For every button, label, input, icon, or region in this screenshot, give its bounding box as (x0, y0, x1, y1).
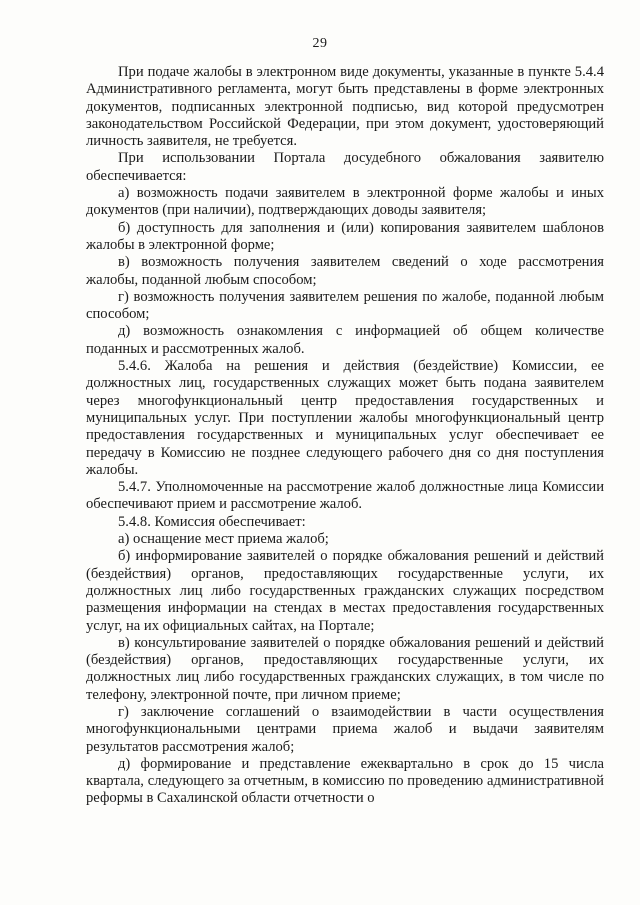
list-item-g: г) возможность получения заявителем решения по жалобе, поданной любым способом; (86, 288, 604, 323)
list-item-d: д) возможность ознакомления с информацией об общем количестве поданных и рассмотренных жалоб. (86, 323, 604, 357)
section-5-4-7: 5.4.7. Уполномоченные на рассмотрение жалоб должностные лица Комиссии обеспечивают прием и рассмотрение жалоб. (86, 479, 604, 513)
section-5-4-8-item-b: б) информирование заявителей о порядке обжалования решений и действий (бездействия) органов, предоставляющих государственные услуги, их должностных лиц либо государственных гражданских служащих посредством размещения информации на стендах в местах предоставления государственных услуг, на их официальных сайтах, на Портале; (86, 548, 604, 634)
list-item-b: б) доступность для заполнения и (или) копирования заявителем шаблонов жалобы в электронной форме; (86, 219, 604, 253)
section-5-4-8: 5.4.8. Комиссия обеспечивает: (118, 513, 306, 530)
document-body (86, 64, 604, 808)
list-item-a: а) возможность подачи заявителем в электронной форме жалобы и иных документов (при наличии), подтверждающих доводы заявителя; (86, 185, 604, 219)
page-number: 29 (312, 36, 328, 51)
section-5-4-8-item-g: г) заключение соглашений о взаимодействии в части осуществления многофункциональными центрами приема жалоб и выдачи заявителям результатов рассмотрения жалоб; (86, 703, 604, 755)
list-item-v: в) возможность получения заявителем сведений о ходе рассмотрения жалобы, поданной любым способом; (86, 254, 604, 288)
section-5-4-6: 5.4.6. Жалоба на решения и действия (бездействие) Комиссии, ее должностных лиц, государственных служащих может быть подана заявителем через многофункциональный центр предоставления государственных и муниципальных услуг. При поступлении жалобы многофункциональный центр предоставления государственных и муниципальных услуг обеспечивает ее передачу в Комиссию не позднее следующего рабочего дня со дня поступления жалобы. (86, 358, 604, 478)
section-5-4-8-item-d: д) формирование и представление ежеквартально в срок до 15 числа квартала, следующего за отчетным, в комиссию по проведению административной реформы в Сахалинской области отчетности о (86, 755, 604, 807)
section-5-4-8-item-a: а) оснащение мест приема жалоб; (118, 531, 329, 548)
paragraph-portal-intro: При использовании Портала досудебного обжалования заявителю обеспечивается: (86, 150, 604, 184)
paragraph-electronic-submission: При подаче жалобы в электронном виде документы, указанные в пункте 5.4.4 Административного регламента, могут быть представлены в форме электронных документов, подписанных электронной подписью, вид которой предусмотрен законодательством Российской Федерации, при этом документ, удостоверяющий личность заявителя, не требуется. (86, 64, 604, 150)
section-5-4-8-item-v: в) консультирование заявителей о порядке обжалования решений и действий (бездействия) органов, предоставляющих государственные услуги, их должностных лиц либо государственных гражданских служащих, в том числе по телефону, электронной почте, при личном приеме; (86, 634, 604, 703)
